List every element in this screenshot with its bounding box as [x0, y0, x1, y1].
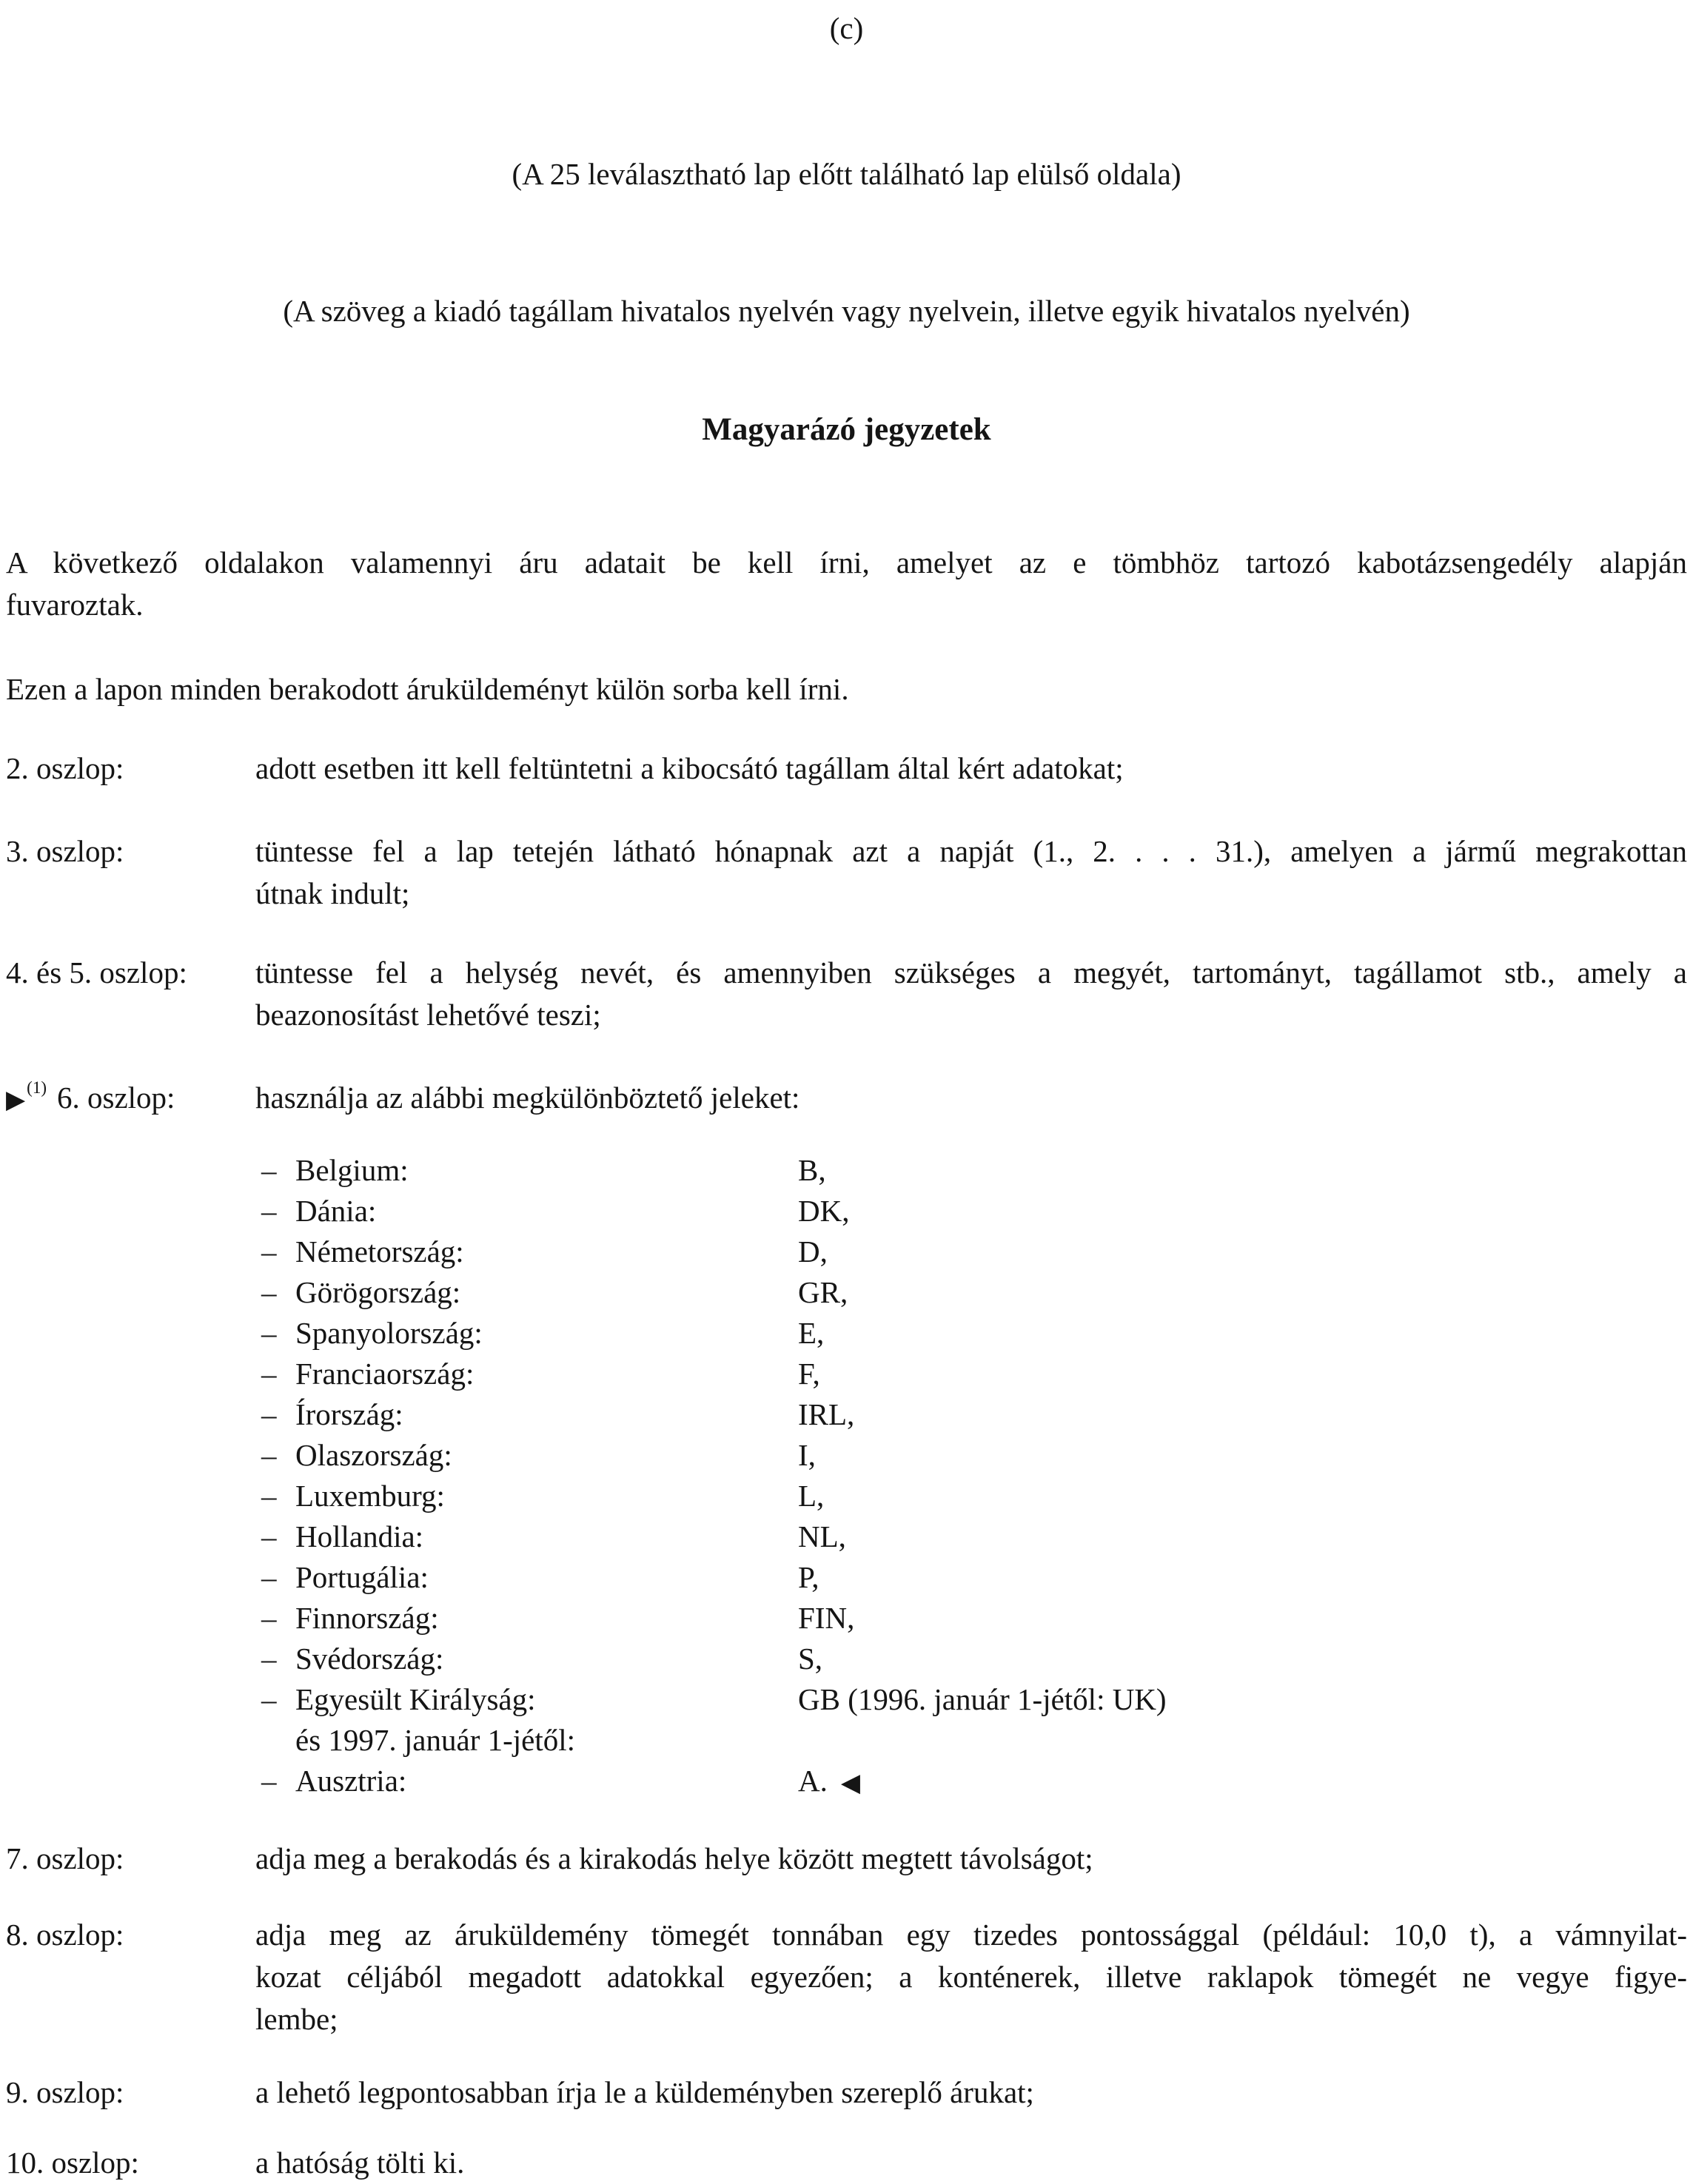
subtitle-front-side: (A 25 leválasztható lap előtt található lap elülső oldala): [512, 157, 1181, 191]
list-dash: –: [261, 1275, 277, 1309]
note-line: tüntesse fel a helység nevét, és amennyiben szükséges a megyét, tartományt, tagállamot stb., amely a: [255, 955, 1687, 989]
list-dash: –: [261, 1560, 277, 1594]
country-code: E,: [798, 1316, 825, 1350]
country-code: P,: [798, 1560, 819, 1594]
country-code: [798, 1761, 1687, 1804]
list-dash: –: [261, 1642, 277, 1676]
country-name: Dánia:: [295, 1194, 377, 1228]
country-name: [295, 1679, 798, 1761]
note-line: használja az alábbi megkülönböztető jeleket:: [255, 1081, 800, 1115]
country-code: L,: [798, 1479, 825, 1513]
country-code: B,: [798, 1153, 826, 1187]
column-note-text: [255, 2142, 1687, 2184]
country-name: Belgium:: [295, 1153, 409, 1187]
country-row: [261, 1476, 1687, 1516]
intro-paragraph: [6, 542, 1687, 626]
list-dash: –: [261, 1438, 277, 1472]
column-note-label: 2. oszlop:: [6, 751, 124, 785]
list-dash: –: [261, 1764, 277, 1798]
country-name: Luxemburg:: [295, 1479, 445, 1513]
country-row: [261, 1354, 1687, 1394]
country-row: [261, 1232, 1687, 1272]
note-line: beazonosítást lehetővé teszi;: [255, 998, 601, 1032]
note-line: adja meg az áruküldemény tömegét tonnában egy tizedes pontossággal (például: 10,0 t), a vámnyilat-: [255, 1918, 1687, 1952]
amendment-reference: (1): [27, 1078, 47, 1097]
note-line: tüntesse fel a lap tetején látható hónapnak azt a napját (1., 2. . . . 31.), amelyen a jármű megrakottan: [255, 834, 1687, 868]
note-line: adott esetben itt kell feltüntetni a kibocsátó tagállam által kért adatokat;: [255, 751, 1124, 785]
country-code: D,: [798, 1234, 828, 1269]
country-row: [261, 1598, 1687, 1639]
column-note-text: [255, 1838, 1687, 1880]
country-name: Ausztria:: [295, 1764, 407, 1798]
country-row: [261, 1191, 1687, 1232]
column-note-label-text: 6. oszlop:: [56, 1081, 175, 1115]
column-note-text: [255, 952, 1687, 1036]
column-note-8: [6, 1914, 1687, 2040]
list-dash: –: [261, 1519, 277, 1553]
country-name: Franciaország:: [295, 1357, 475, 1391]
column-note-text: [255, 747, 1687, 790]
country-code: GR,: [798, 1275, 848, 1309]
country-name: Németország:: [295, 1234, 464, 1269]
column-note-label: 7. oszlop:: [6, 1841, 124, 1875]
list-dash: –: [261, 1316, 277, 1350]
country-code: FIN,: [798, 1601, 855, 1635]
amendment-open-icon: ▶: [6, 1086, 26, 1114]
column-note-label: 8. oszlop:: [6, 1918, 124, 1952]
list-dash: –: [261, 1153, 277, 1187]
column-note-label: 9. oszlop:: [6, 2075, 124, 2109]
country-name: Svédország:: [295, 1642, 444, 1676]
column-note-label: 10. oszlop:: [6, 2146, 139, 2180]
country-name: Hollandia:: [295, 1519, 424, 1553]
list-dash: –: [261, 1357, 277, 1391]
country-name: Írország:: [295, 1397, 403, 1431]
note-line: a lehető legpontosabban írja le a küldeményben szereplő árukat;: [255, 2075, 1034, 2109]
country-code: IRL,: [798, 1397, 855, 1431]
country-name: Spanyolország:: [295, 1316, 483, 1350]
column-note-4-5: [6, 952, 1687, 1036]
column-note-10: [6, 2142, 1687, 2184]
list-dash: –: [261, 1234, 277, 1269]
note-line: adja meg a berakodás és a kirakodás helye között megtett távolságot;: [255, 1841, 1093, 1875]
column-note-3: [6, 830, 1687, 915]
country-row: [261, 1435, 1687, 1476]
country-code: F,: [798, 1357, 820, 1391]
column-note-6: [6, 1077, 1687, 1804]
column-note-label: [6, 1077, 255, 1804]
note-line: kozat céljából megadott adatokkal egyezően; a konténerek, illetve raklapok tömegét ne vegye figye-: [255, 1960, 1687, 1994]
column-note-7: [6, 1838, 1687, 1880]
country-row: [261, 1394, 1687, 1435]
list-dash: –: [261, 1397, 277, 1431]
country-name: Portugália:: [295, 1560, 429, 1594]
country-row-austria: [261, 1761, 1687, 1804]
intro-paragraph-line: fuvaroztak.: [6, 588, 144, 622]
list-dash: –: [261, 1682, 277, 1716]
column-note-label: 3. oszlop:: [6, 834, 124, 868]
country-code-list: [255, 1150, 1687, 1804]
country-code: I,: [798, 1438, 816, 1472]
country-row: [261, 1272, 1687, 1313]
list-dash: –: [261, 1601, 277, 1635]
country-row: [261, 1557, 1687, 1598]
country-row: [261, 1313, 1687, 1354]
section-heading: Magyarázó jegyzetek: [702, 412, 991, 447]
amendment-close-icon: ◀: [840, 1770, 861, 1797]
country-code: GB (1996. január 1-jétől: UK): [798, 1682, 1167, 1716]
country-name: Olaszország:: [295, 1438, 452, 1472]
column-note-2: [6, 747, 1687, 790]
country-name-line: Egyesült Királyság:: [295, 1682, 536, 1716]
country-name: Görögország:: [295, 1275, 461, 1309]
list-dash: –: [261, 1194, 277, 1228]
intro-paragraph-line: A következő oldalakon valamennyi áru adatait be kell írni, amelyet az e tömbhöz tartozó kabotázsengedély alapján: [6, 545, 1687, 579]
country-code: NL,: [798, 1519, 846, 1553]
row-instruction-paragraph: Ezen a lapon minden berakodott áruküldeményt külön sorba kell írni.: [6, 672, 849, 706]
column-note-9: [6, 2072, 1687, 2114]
column-note-text: [255, 1914, 1687, 2040]
country-row: [261, 1150, 1687, 1191]
note-line: útnak indult;: [255, 876, 410, 910]
column-note-text: [255, 2072, 1687, 2114]
country-row: [261, 1516, 1687, 1557]
column-note-label: 4. és 5. oszlop:: [6, 955, 187, 989]
note-line: a hatóság tölti ki.: [255, 2146, 465, 2180]
subtitle-language-note: (A szöveg a kiadó tagállam hivatalos nyelvén vagy nyelvein, illetve egyik hivatalos nyelvén): [283, 294, 1410, 328]
country-code-text: A.: [798, 1764, 828, 1798]
note-line: lembe;: [255, 2002, 338, 2036]
column-note-text: [255, 1077, 1687, 1804]
country-name-line: és 1997. január 1-jétől:: [295, 1723, 576, 1757]
country-code: S,: [798, 1642, 823, 1676]
country-row-united-kingdom: [261, 1679, 1687, 1761]
column-note-text: [255, 830, 1687, 915]
page-marker: (c): [829, 11, 864, 45]
country-row: [261, 1639, 1687, 1679]
list-dash: –: [261, 1479, 277, 1513]
country-code: DK,: [798, 1194, 850, 1228]
country-name: Finnország:: [295, 1601, 439, 1635]
